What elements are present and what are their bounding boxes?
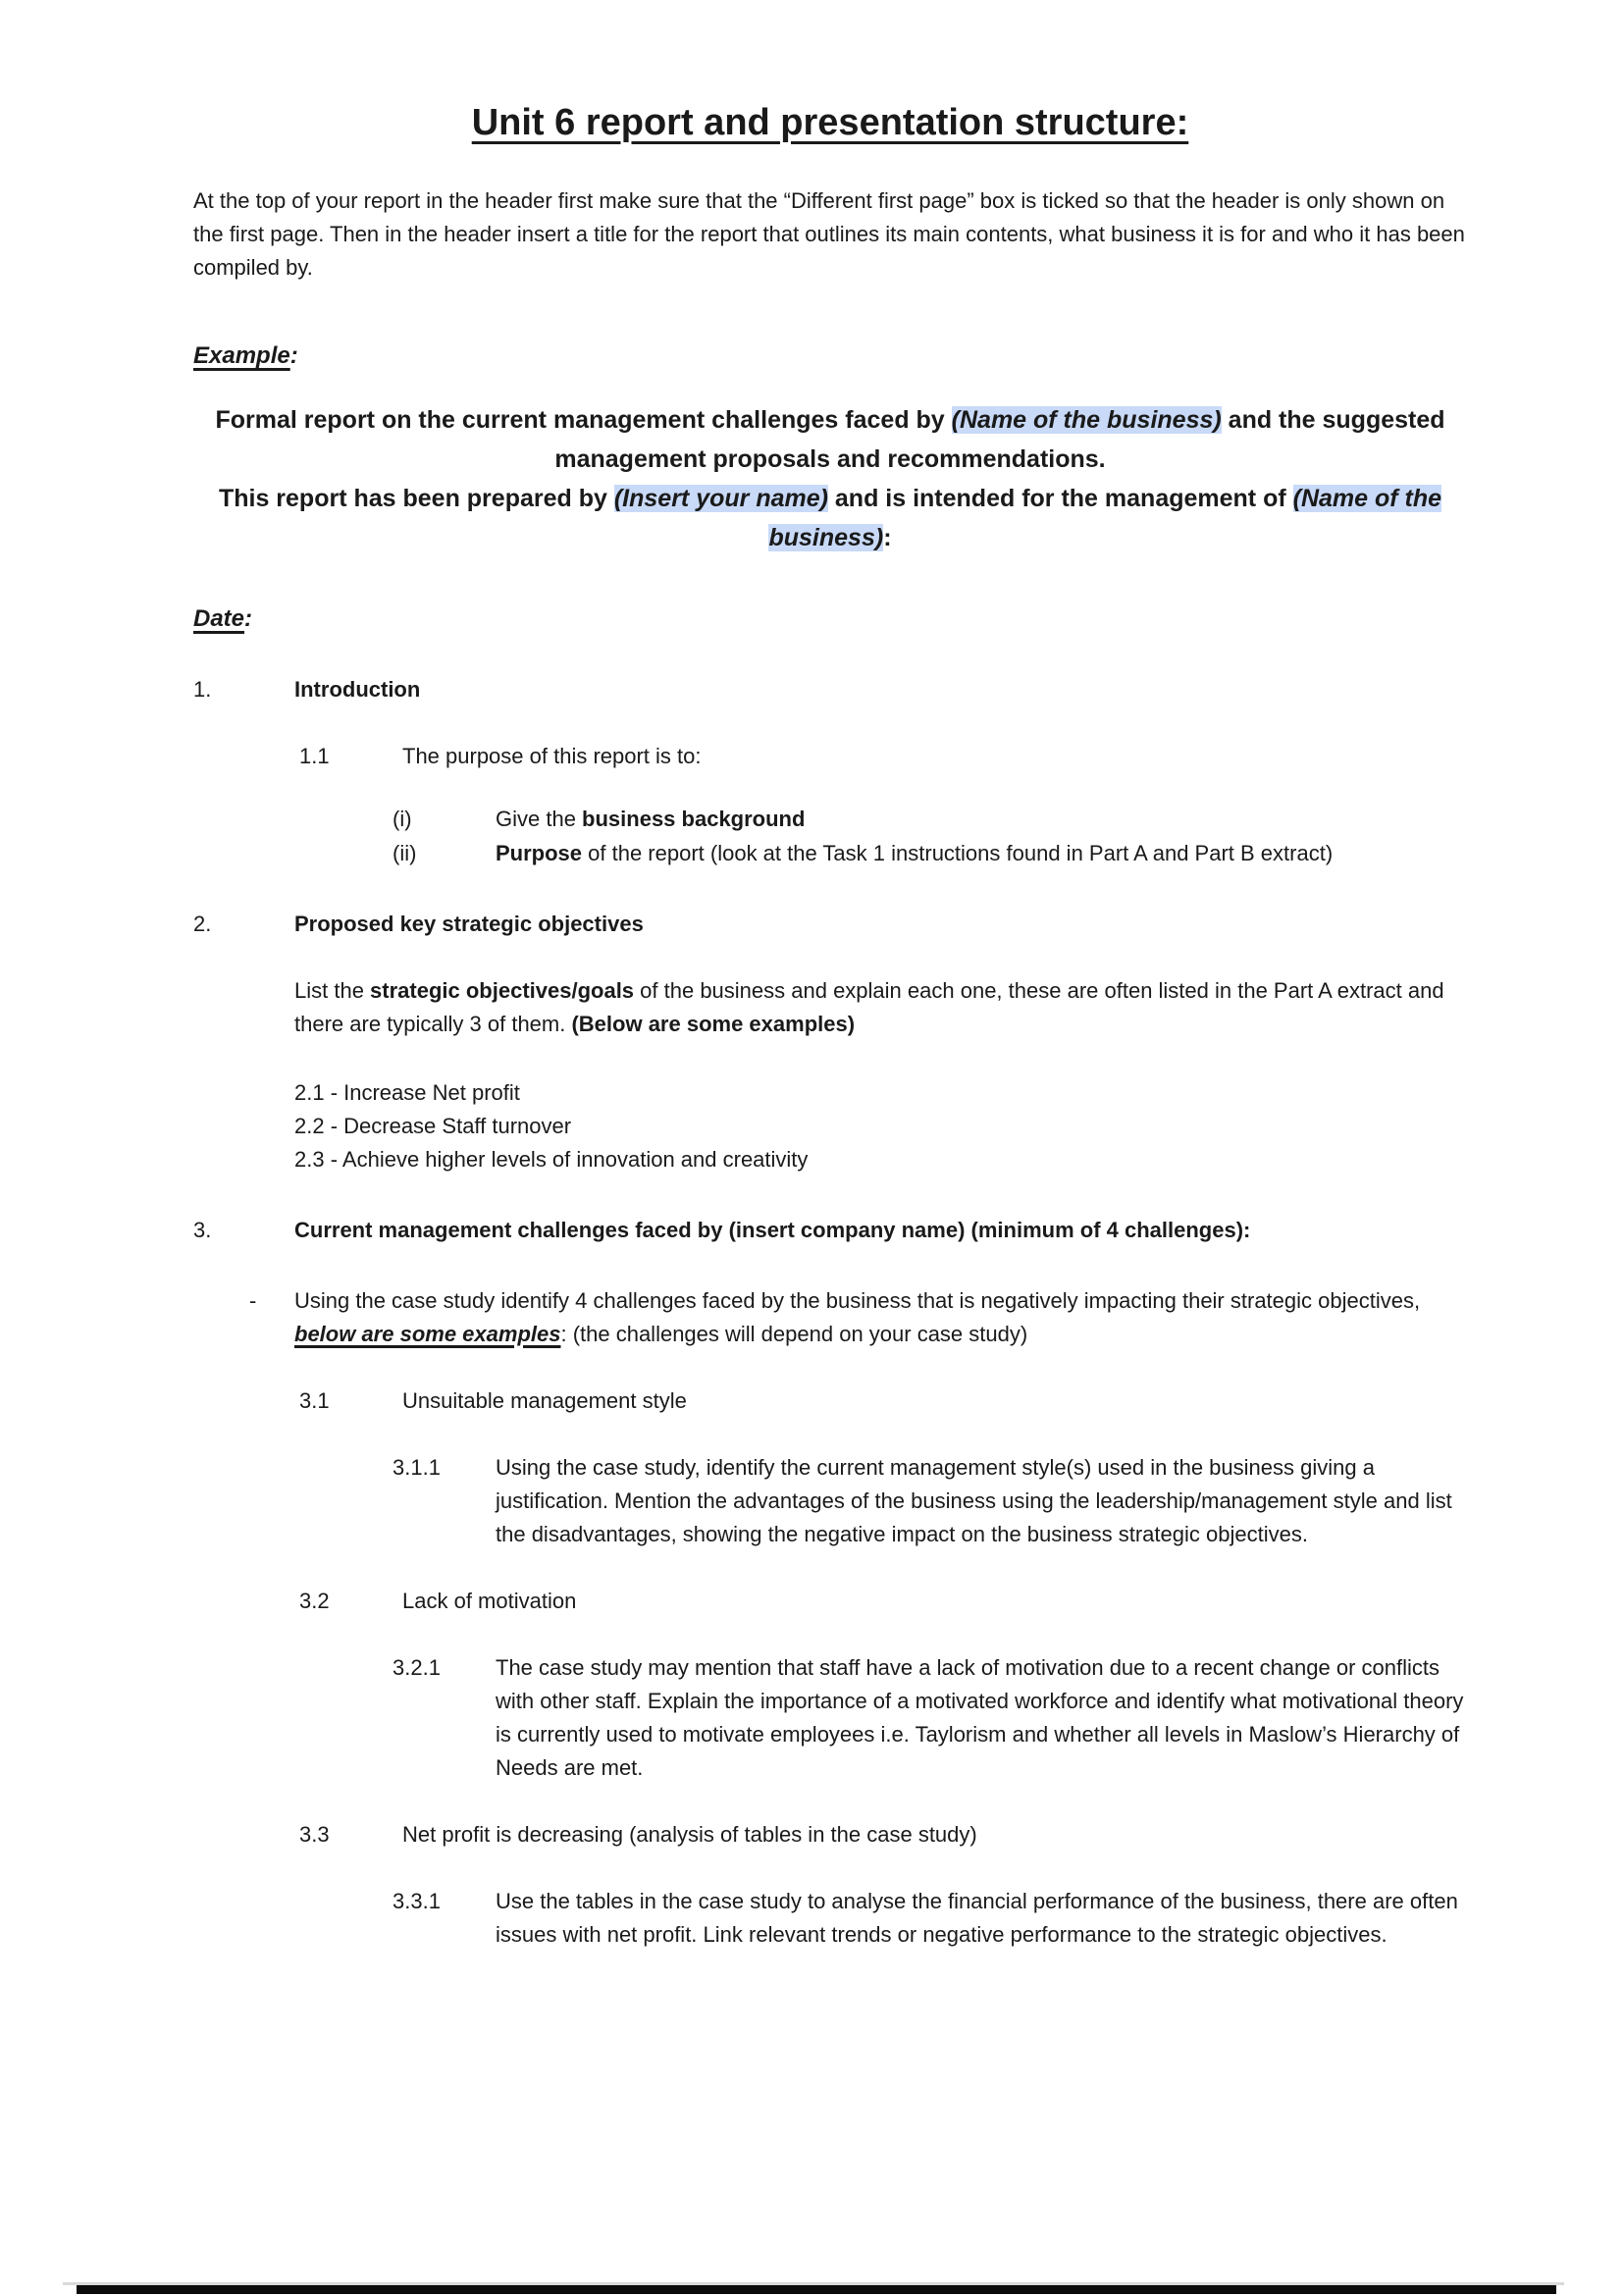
text-run: of the business and explain each one, these are often listed in the Part A extract and there are typically 3 of them. xyxy=(294,978,1444,1036)
dash-bullet: - xyxy=(249,1288,257,1313)
document-title: Unit 6 report and presentation structure: xyxy=(471,102,1189,143)
outline-number: 3.1 xyxy=(299,1388,330,1413)
outline-row-331 xyxy=(393,1885,1467,1952)
outline-row-321 xyxy=(393,1651,1467,1785)
outline-text: Use the tables in the case study to analyse the financial performance of the business, there are often issues with net profit. Link relevant trends or negative performance to the strategic objectives. xyxy=(496,1889,1458,1947)
outline-text: 2.2 - Decrease Staff turnover xyxy=(294,1114,572,1138)
placeholder-highlight: (Name of the business) xyxy=(951,406,1222,434)
outline-row-3 xyxy=(193,1214,1467,1247)
example-heading-label: Example xyxy=(193,342,290,369)
text-run: of the report (look at the Task 1 instructions found in Part A and Part B extract) xyxy=(582,841,1334,865)
outline-text: Unsuitable management style xyxy=(402,1388,687,1413)
placeholder-highlight: (Insert your name) xyxy=(613,485,828,512)
outline-text: The purpose of this report is to: xyxy=(402,744,702,768)
outline-text xyxy=(294,1284,1467,1351)
outline-number: 3.3.1 xyxy=(393,1889,441,1913)
outline-number: 2. xyxy=(193,912,212,936)
placeholder-highlight: (Name of the business) xyxy=(768,485,1442,551)
outline-row-plain xyxy=(294,1110,1467,1143)
outline-number: 3.1.1 xyxy=(393,1455,441,1480)
text-run: and is intended for the management of xyxy=(827,485,1293,512)
text-run: Formal report on the current management challenges faced by xyxy=(215,406,952,434)
example-block xyxy=(193,400,1467,557)
outline-text: Introduction xyxy=(294,677,421,702)
outline-text xyxy=(496,837,1467,870)
text-run: : (the challenges will depend on your case study) xyxy=(560,1322,1028,1346)
outline-number: 3.3 xyxy=(299,1822,330,1847)
outline-row-1 xyxy=(193,673,1467,706)
date-heading-colon: : xyxy=(244,605,253,632)
date-heading xyxy=(193,602,1467,636)
example-paragraph-1 xyxy=(193,400,1467,479)
text-run: This report has been prepared by xyxy=(218,485,614,512)
text-run: Give the xyxy=(496,807,583,831)
outline-row-dash xyxy=(249,1284,1467,1351)
outline-number: (ii) xyxy=(393,841,417,865)
outline-number: 3.2.1 xyxy=(393,1655,441,1680)
text-run: : xyxy=(883,524,892,551)
outline-number: (i) xyxy=(393,807,412,831)
outline-number: 1.1 xyxy=(299,744,330,768)
outline-text xyxy=(294,974,1467,1041)
outline-row-plain xyxy=(294,1076,1467,1110)
outline-number: 1. xyxy=(193,677,212,702)
outline-text: Net profit is decreasing (analysis of tables in the case study) xyxy=(402,1822,977,1847)
text-run: Using the case study identify 4 challenges faced by the business that is negatively impacting their strategic objectives, xyxy=(294,1288,1421,1313)
intro-paragraph: At the top of your report in the header first make sure that the “Different first page” box is ticked so that the header is only shown on the first page. Then in the header insert a title for the report that outlines its main contents, what business it is for and who it has been compiled by. xyxy=(193,188,1465,280)
outline-text: 2.3 - Achieve higher levels of innovation and creativity xyxy=(294,1147,809,1172)
text-run: below are some examples xyxy=(294,1322,561,1346)
outline-row-i xyxy=(393,803,1467,836)
outline-text: Current management challenges faced by (insert company name) (minimum of 4 challenges): xyxy=(294,1218,1251,1242)
outline-row-para xyxy=(294,974,1467,1041)
outline-row-32 xyxy=(299,1585,1467,1618)
outline-text: Proposed key strategic objectives xyxy=(294,912,644,936)
example-paragraph-2 xyxy=(193,479,1467,557)
text-run: business background xyxy=(582,807,806,831)
page-divider-bar xyxy=(77,2285,1556,2294)
outline-row-11 xyxy=(299,740,1467,773)
example-heading-colon: : xyxy=(289,342,298,369)
outline-row-plain xyxy=(294,1143,1467,1176)
outline-text xyxy=(496,803,1467,836)
text-run: Purpose xyxy=(496,841,583,865)
outline-row-311 xyxy=(393,1451,1467,1551)
example-heading xyxy=(193,339,1467,373)
outline-number: 3.2 xyxy=(299,1589,330,1613)
outline-text: Lack of motivation xyxy=(402,1589,577,1613)
outline-row-ii xyxy=(393,837,1467,870)
outline-text: 2.1 - Increase Net profit xyxy=(294,1080,520,1105)
outline-number: 3. xyxy=(193,1218,212,1242)
text-run: strategic objectives/goals xyxy=(370,978,635,1003)
outline-row-31 xyxy=(299,1384,1467,1418)
date-heading-label: Date xyxy=(193,605,245,632)
text-run: List the xyxy=(294,978,371,1003)
outline-row-33 xyxy=(299,1818,1467,1852)
outline-row-2 xyxy=(193,908,1467,941)
text-run: and the suggested management proposals and recommendations. xyxy=(554,406,1445,473)
outline-list xyxy=(193,673,1467,1952)
outline-text: Using the case study, identify the current management style(s) used in the business giving a justification. Mention the advantages of the business using the leadership/management style and list the disadvantages, showing the negative impact on the business strategic objectives. xyxy=(496,1455,1452,1546)
text-run: (Below are some examples) xyxy=(571,1012,856,1036)
outline-text: The case study may mention that staff have a lack of motivation due to a recent change or conflicts with other staff. Explain the importance of a motivated workforce and identify what motivational theory is currently used to motivate employees i.e. Taylorism and whether all levels in Maslow’s Hierarchy of Needs are met. xyxy=(496,1655,1464,1780)
document-content xyxy=(0,100,1623,1952)
